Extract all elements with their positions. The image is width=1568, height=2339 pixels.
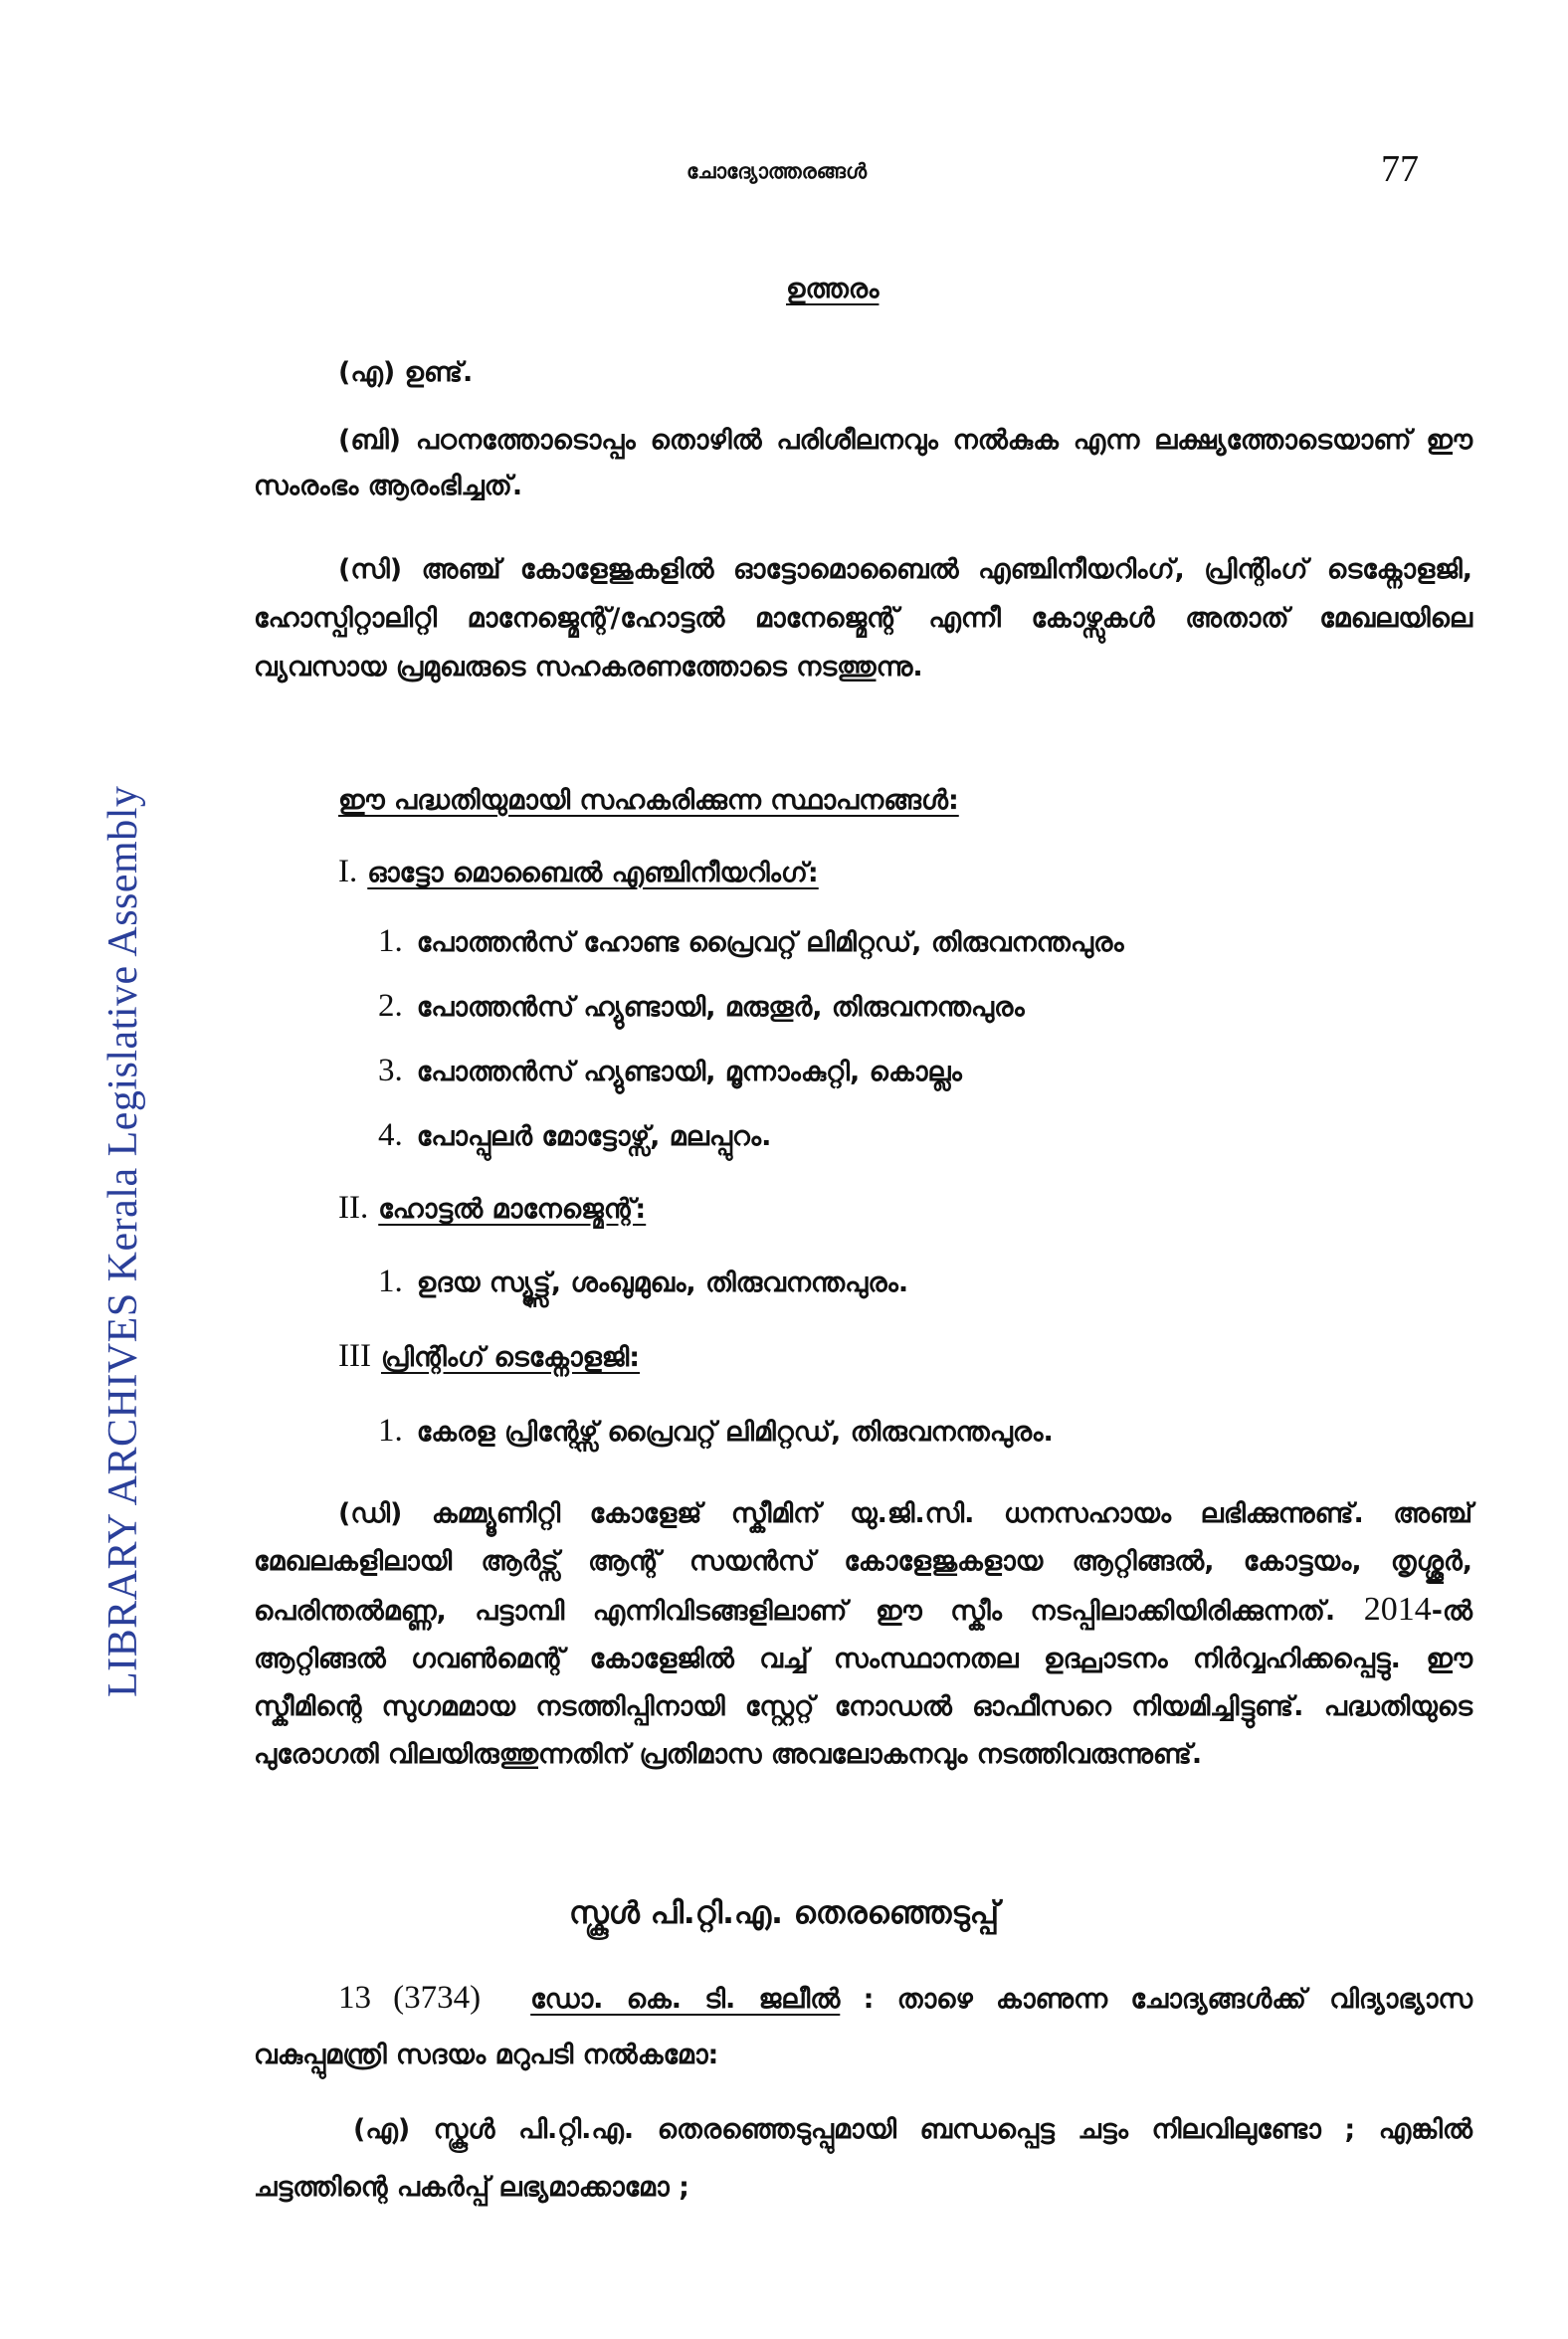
item-text: പോത്തൻസ് ഹ്യുണ്ടായി, മൂന്നാംകുറ്റി, കൊല്ലം <box>416 1057 962 1087</box>
member-name: ഡോ. കെ. ടി. ജലീൽ <box>530 1984 841 2015</box>
partners-heading: ഈ പദ്ധതിയുമായി സഹകരിക്കുന്ന സ്ഥാപനങ്ങൾ: <box>338 785 959 816</box>
item-number: 2. <box>378 988 403 1024</box>
archive-watermark: LIBRARY ARCHIVES Kerala Legislative Assembly <box>100 785 146 1697</box>
section-number: III <box>338 1338 371 1374</box>
question-intro-text: : താഴെ കാണുന്ന ചോദ്യങ്ങൾക്ക് വിദ്യാഭ്യാസ വകുപ്പുമന്ത്രി സദയം മറുപടി നൽകമോ: <box>254 1984 1473 2070</box>
answer-d <box>254 1490 1472 1779</box>
item-number: 3. <box>378 1053 403 1088</box>
answer-d-text-2: -ൽ ആറ്റിങ്ങൽ ഗവൺമെന്റ് കോളേജിൽ വച്ച് സംസ്ഥാനതല ഉദ്ഘാടനം നിർവ്വഹിക്കപ്പെട്ടു. ഈ സ്കീമിന്റെ സുഗമമായ നടത്തിപ്പിനായി സ്റ്റേറ്റ് നോഡൽ ഓഫീസറെ നിയമിച്ചിട്ടുണ്ട്. പദ്ധതിയുടെ പുരോഗതി വിലയിരുത്തുന്നതിന് പ്രതിമാസ അവലോകനവും നടത്തിവരുന്നുണ്ട്. <box>254 1596 1472 1770</box>
section-title: ഓട്ടോ മൊബൈൽ എഞ്ചിനീയറിംഗ്: <box>367 858 819 888</box>
section-heading <box>338 1190 646 1227</box>
page-number: 77 <box>1381 148 1419 190</box>
section-number: II. <box>338 1190 369 1226</box>
section-heading <box>338 854 819 890</box>
section-number: I. <box>338 854 358 889</box>
list-item <box>378 1053 962 1089</box>
item-text: കേരള പ്രിന്റേഴ്സ് പ്രൈവറ്റ് ലിമിറ്റഡ്, തിരുവനന്തപുരം. <box>416 1417 1054 1448</box>
answer-d-text-1: (ഡി) കമ്മ്യൂണിറ്റി കോളേജ് സ്കീമിന് യു.ജി.സി. ധനസഹായം ലഭിക്കുന്നുണ്ട്. അഞ്ച് മേഖലകളിലായി ആർട്സ് ആന്റ് സയൻസ് കോളേജുകളായ ആറ്റിങ്ങൽ, കോട്ടയം, തൃശ്ശൂർ, പെരിന്തൽമണ്ണ, പട്ടാമ്പി എന്നിവിടങ്ങളിലാണ് ഈ സ്കീം നടപ്പിലാക്കിയിരിക്കുന്നത്. <box>254 1498 1472 1627</box>
item-text: പോത്തൻസ് ഹ്യുണ്ടായി, മരുതൂർ, തിരുവനന്തപുരം <box>416 992 1025 1023</box>
answer-c: (സി) അഞ്ച് കോളേജുകളിൽ ഓട്ടോമൊബൈൽ എഞ്ചിനീയറിംഗ്, പ്രിന്റിംഗ് ടെക്നോളജി, ഹോസ്പിറ്റാലിറ്റി മാനേജ്മെന്റ്/ഹോട്ടൽ മാനേജ്മെന്റ് എന്നീ കോഴ്സുകൾ അതാത് മേഖലയിലെ വ്യവസായ പ്രമുഖരുടെ സഹകരണത്തോടെ നടത്തുന്നു. <box>254 554 1472 682</box>
item-number: 4. <box>378 1117 403 1153</box>
section-title: ഹോട്ടൽ മാനേജ്മെന്റ്: <box>378 1194 647 1225</box>
question-intro <box>254 1970 1472 2083</box>
list-item <box>378 1117 771 1154</box>
section-title: പ്രിന്റിംഗ് ടെക്നോളജി: <box>380 1342 641 1373</box>
answer-b: (ബി) പഠനത്തോടൊപ്പം തൊഴിൽ പരിശീലനവും നൽകുക എന്ന ലക്ഷ്യത്തോടെയാണ് ഈ സംരംഭം ആരംഭിച്ചത്. <box>254 425 1472 501</box>
item-number: 1. <box>378 1264 403 1299</box>
answer-a: (എ) ഉണ്ട്. <box>338 357 474 388</box>
running-title: ചോദ്യോത്തരങ്ങൾ <box>686 159 868 183</box>
section-heading <box>338 1338 640 1375</box>
answer-d-year: 2014 <box>1363 1591 1432 1628</box>
item-text: പോത്തൻസ് ഹോണ്ട പ്രൈവറ്റ് ലിമിറ്റഡ്, തിരുവനന്തപുരം <box>416 927 1124 958</box>
question-a: (എ) സ്കൂൾ പി.റ്റി.എ. തെരഞ്ഞെടുപ്പുമായി ബന്ധപ്പെട്ട ചട്ടം നിലവിലുണ്ടോ ; എങ്കിൽ ചട്ടത്തിന്റെ പകർപ്പ് ലഭ്യമാക്കാമോ ; <box>254 2114 1472 2203</box>
list-item <box>378 1264 908 1300</box>
list-item <box>378 923 1124 960</box>
list-item <box>378 988 1025 1025</box>
answer-heading: ഉത്തരം <box>786 274 880 304</box>
question-title: സ്കൂൾ പി.റ്റി.എ. തെരഞ്ഞെടുപ്പ് <box>569 1895 999 1931</box>
list-item <box>378 1413 1054 1450</box>
question-number: 13 (3734) <box>338 1980 482 2016</box>
item-text: ഉദയ സ്യൂട്ട്സ്, ശംഖുമുഖം, തിരുവനന്തപുരം. <box>416 1267 909 1298</box>
item-number: 1. <box>378 1413 403 1449</box>
item-text: പോപ്പുലർ മോട്ടോഴ്സ്, മലപ്പുറം. <box>416 1121 772 1152</box>
item-number: 1. <box>378 923 403 959</box>
